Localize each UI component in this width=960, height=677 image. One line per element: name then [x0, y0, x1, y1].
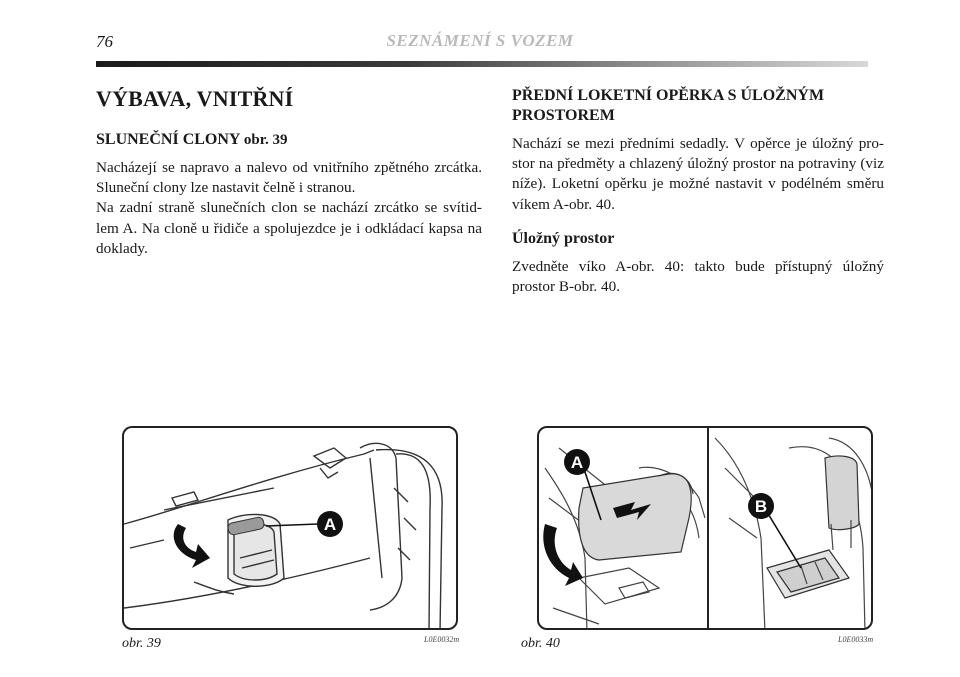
right-column: [512, 86, 884, 297]
figure-39-code: L0E0032m: [424, 635, 460, 644]
running-header: SEZNÁMENÍ S VOZEM: [386, 31, 574, 50]
lift-arrow-icon: [543, 524, 583, 586]
figure-40-code: L0E0033m: [838, 635, 874, 644]
sun-visors-paragraph-1: Nacházejí se napravo a nalevo od vnitřního zpětného zrcátka. Sluneční clony lze nastavit čelně i stranou.: [96, 159, 482, 197]
page-number: 76: [96, 32, 113, 51]
figure-40-armrest: [537, 426, 873, 630]
left-column: [96, 86, 482, 259]
sun-visors-paragraph-2: Na zadní straně slunečních clon se nachází zrcátko se svítid-lem A. Na cloně u řidiče a spolujezdce je i odkládací kapsa na doklady.: [96, 199, 482, 257]
sun-visors-heading: [96, 130, 482, 150]
open-arrow-icon: [174, 524, 210, 568]
armrest-heading: PŘEDNÍ LOKETNÍ OPĚRKA S ÚLOŽNÝM PROSTOREM: [512, 87, 825, 124]
callout-a-label: A: [323, 515, 337, 534]
armrest-illustration: [539, 428, 873, 630]
header-rule: [96, 61, 868, 67]
figure-39-sun-visor: [122, 426, 458, 630]
figure-40-caption: obr. 40: [521, 636, 560, 651]
sun-visor-illustration: [124, 428, 458, 630]
figure-39-caption: obr. 39: [122, 636, 161, 651]
armrest-paragraph: Nachází se mezi předními sedadly. V opěrce je úložný pro-stor na předměty a chlazený úložný prostor na potraviny (viz níže). Loketní opěrku je možné nastavit v podélném směru víkem A-obr. 40.: [512, 135, 884, 213]
sun-visors-figure-ref: obr. 39: [243, 132, 288, 148]
sun-visors-heading-text: SLUNEČNÍ CLONY: [96, 131, 240, 148]
section-title: VÝBAVA, VNITŘNÍ: [96, 86, 294, 111]
callout-a-label: A: [570, 453, 584, 472]
storage-paragraph: Zvedněte víko A-obr. 40: takto bude přístupný úložný prostor B-obr. 40.: [512, 257, 884, 296]
storage-heading: Úložný prostor: [512, 229, 615, 247]
callout-b-label: B: [754, 497, 768, 516]
